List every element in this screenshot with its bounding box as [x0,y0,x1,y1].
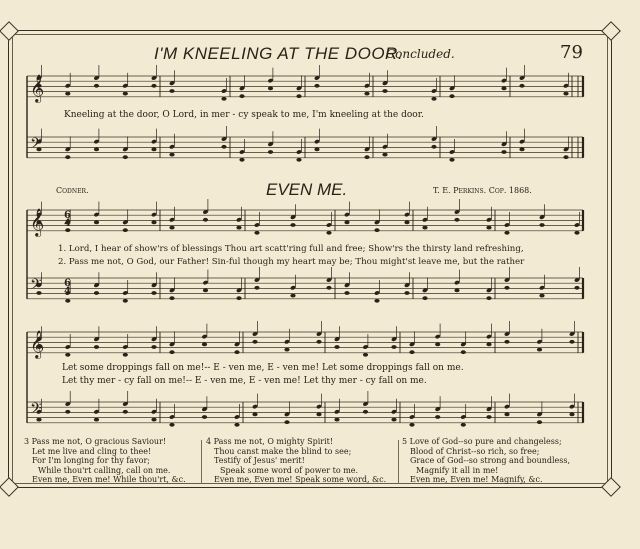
note-head [314,84,319,88]
lyric-refrain-1: Let some droppings fall on me!-- E - ven me, E - ven me! Let some droppings fall on me. [62,363,464,373]
note-head [486,343,491,347]
note-head [504,231,509,235]
note-head [435,415,440,419]
note-head [486,226,491,230]
hymn-title: EVEN ME. [266,180,348,199]
note-head [290,294,295,298]
note-head [234,423,239,427]
note-head [539,223,544,227]
verse-line: Grace of God--so strong and boundless, [410,456,571,465]
note-head [151,291,156,295]
note-head [501,87,506,91]
column-divider [201,440,202,484]
note-head [461,350,466,354]
note-head [151,148,156,152]
note-head [404,291,409,295]
note-head [296,94,301,98]
time-sig-bottom-bass: 4 [64,286,71,297]
lyric-refrain-2: Let thy mer - cy fall on me!-- E - ven me, E - ven me! Let thy mer - cy fall on me. [62,376,427,386]
lyric-verse-1: 1. Lord, I hear of show'rs of blessings Thou art scatt'ring full and free; Show'rs the thirsty land refreshing, [58,244,524,254]
note-head [94,84,99,88]
note-head [363,410,368,414]
verse-block-4 [206,437,386,485]
note-head [123,410,128,414]
note-head [334,418,339,422]
note-head [422,296,427,300]
verse-line: Even me, Even me! Magnify, &c. [410,475,543,484]
note-head [382,89,387,93]
note-head [422,226,427,230]
note-head [486,296,491,300]
note-head [563,92,568,96]
verse-line: While thou'rt calling, call on me. [38,465,171,475]
verse-line: Magnify it all in me! [416,465,499,475]
note-head [314,148,319,152]
note-head [374,299,379,303]
note-head [252,340,257,344]
note-head [268,150,273,154]
note-head [326,231,331,235]
bass-clef: 𝄢 [30,135,42,156]
note-head [169,423,174,427]
note-head [569,413,574,417]
composer-left: Codner. [56,186,89,195]
note-head [254,286,259,290]
note-head [486,415,491,419]
note-head [268,87,273,91]
note-head [537,348,542,352]
note-head [94,148,99,152]
note-head [435,343,440,347]
note-head [169,350,174,354]
note-head [65,155,70,159]
verse-line: 3 Pass me not, O gracious Saviour! [24,437,167,446]
composer-right: T. E. Perkins. Cop. 1868. [433,186,532,195]
bass-clef: 𝄢 [30,400,42,421]
note-head [284,348,289,352]
note-head [563,155,568,159]
note-head [65,353,70,357]
note-head [504,340,509,344]
verse-line: 4 Pass me not, O mighty Spirit! [206,437,334,446]
note-head [504,413,509,417]
note-head [449,94,454,98]
note-head [151,418,156,422]
verse-block-3 [24,437,186,485]
note-head [409,350,414,354]
note-head [391,418,396,422]
verse-line: Testify of Jesus' merit! [214,456,305,465]
note-head [202,343,207,347]
note-head [203,218,208,222]
note-head [202,415,207,419]
title-note: Concluded. [386,47,455,61]
note-head [151,84,156,88]
verse-line: Thou canst make the blind to see; [214,446,352,456]
verse-line: Even me, Even me! Speak some word, &c. [214,475,387,484]
note-head [364,155,369,159]
note-head [234,350,239,354]
note-head [290,223,295,227]
note-head [252,413,257,417]
note-head [316,413,321,417]
note-head [236,226,241,230]
note-head [221,97,226,101]
verse-block-5 [402,437,570,485]
note-head [151,345,156,349]
note-head [236,296,241,300]
verse-line: Even me, Even me! While thou'rt, &c. [32,475,186,484]
note-head [344,221,349,225]
note-head [334,345,339,349]
note-head [504,286,509,290]
lyric-line-1: Kneeling at the door, O Lord, in mer - cy speak to me, I'm kneeling at the door. [64,110,424,120]
note-head [65,92,70,96]
note-head [94,221,99,225]
note-head [537,420,542,424]
time-sig-top-bass: 6 [64,278,71,289]
verse-line: Speak some word of power to me. [220,465,359,475]
time-sig-bottom: 4 [64,218,71,229]
note-head [221,145,226,149]
note-head [501,150,506,154]
note-head [461,423,466,427]
note-head [94,418,99,422]
note-head [569,340,574,344]
verse-line: Let me live and cling to thee! [32,446,152,456]
note-head [169,296,174,300]
note-head [454,289,459,293]
note-head [374,228,379,232]
note-head [404,221,409,225]
page-number: 79 [560,42,583,63]
note-head [169,89,174,93]
note-head [254,231,259,235]
note-head [344,291,349,295]
note-head [65,299,70,303]
note-head [123,299,128,303]
note-head [123,92,128,96]
note-head [454,218,459,222]
note-head [65,410,70,414]
treble-clef: 𝄞 [30,74,45,102]
verse-line: For I'm longing for thy favor; [32,456,150,465]
note-head [519,148,524,152]
note-head [316,340,321,344]
note-head [364,92,369,96]
note-head [574,286,579,290]
note-head [449,158,454,162]
note-head [123,155,128,159]
time-sig-top: 6 [64,210,71,221]
note-head [239,158,244,162]
verse-line: 5 Love of God--so pure and changeless; [402,437,562,446]
note-head [409,423,414,427]
note-head [431,97,436,101]
note-head [574,231,579,235]
treble-clef: 𝄞 [30,208,45,236]
lyric-verse-2: 2. Pass me not, O God, our Father! Sin-ful though my heart may be; Thou might'st leave me, but the rather [58,257,525,267]
column-divider [398,440,399,484]
note-head [94,291,99,295]
note-head [123,353,128,357]
note-head [363,353,368,357]
note-head [431,145,436,149]
clefs [30,74,44,421]
note-head [123,228,128,232]
note-head [519,84,524,88]
note-head [284,420,289,424]
note-head [326,286,331,290]
note-head [94,345,99,349]
note-head [539,294,544,298]
page-title: I'M KNEELING AT THE DOOR. [154,44,404,63]
note-head [382,153,387,157]
note-head [169,226,174,230]
note-head [169,153,174,157]
verse-line: Blood of Christ--so rich, so free; [410,446,540,456]
note-head [391,345,396,349]
note-head [203,289,208,293]
note-head [151,221,156,225]
bass-clef: 𝄢 [30,276,42,297]
treble-clef: 𝄞 [30,330,45,358]
note-head [296,158,301,162]
note-head [239,94,244,98]
